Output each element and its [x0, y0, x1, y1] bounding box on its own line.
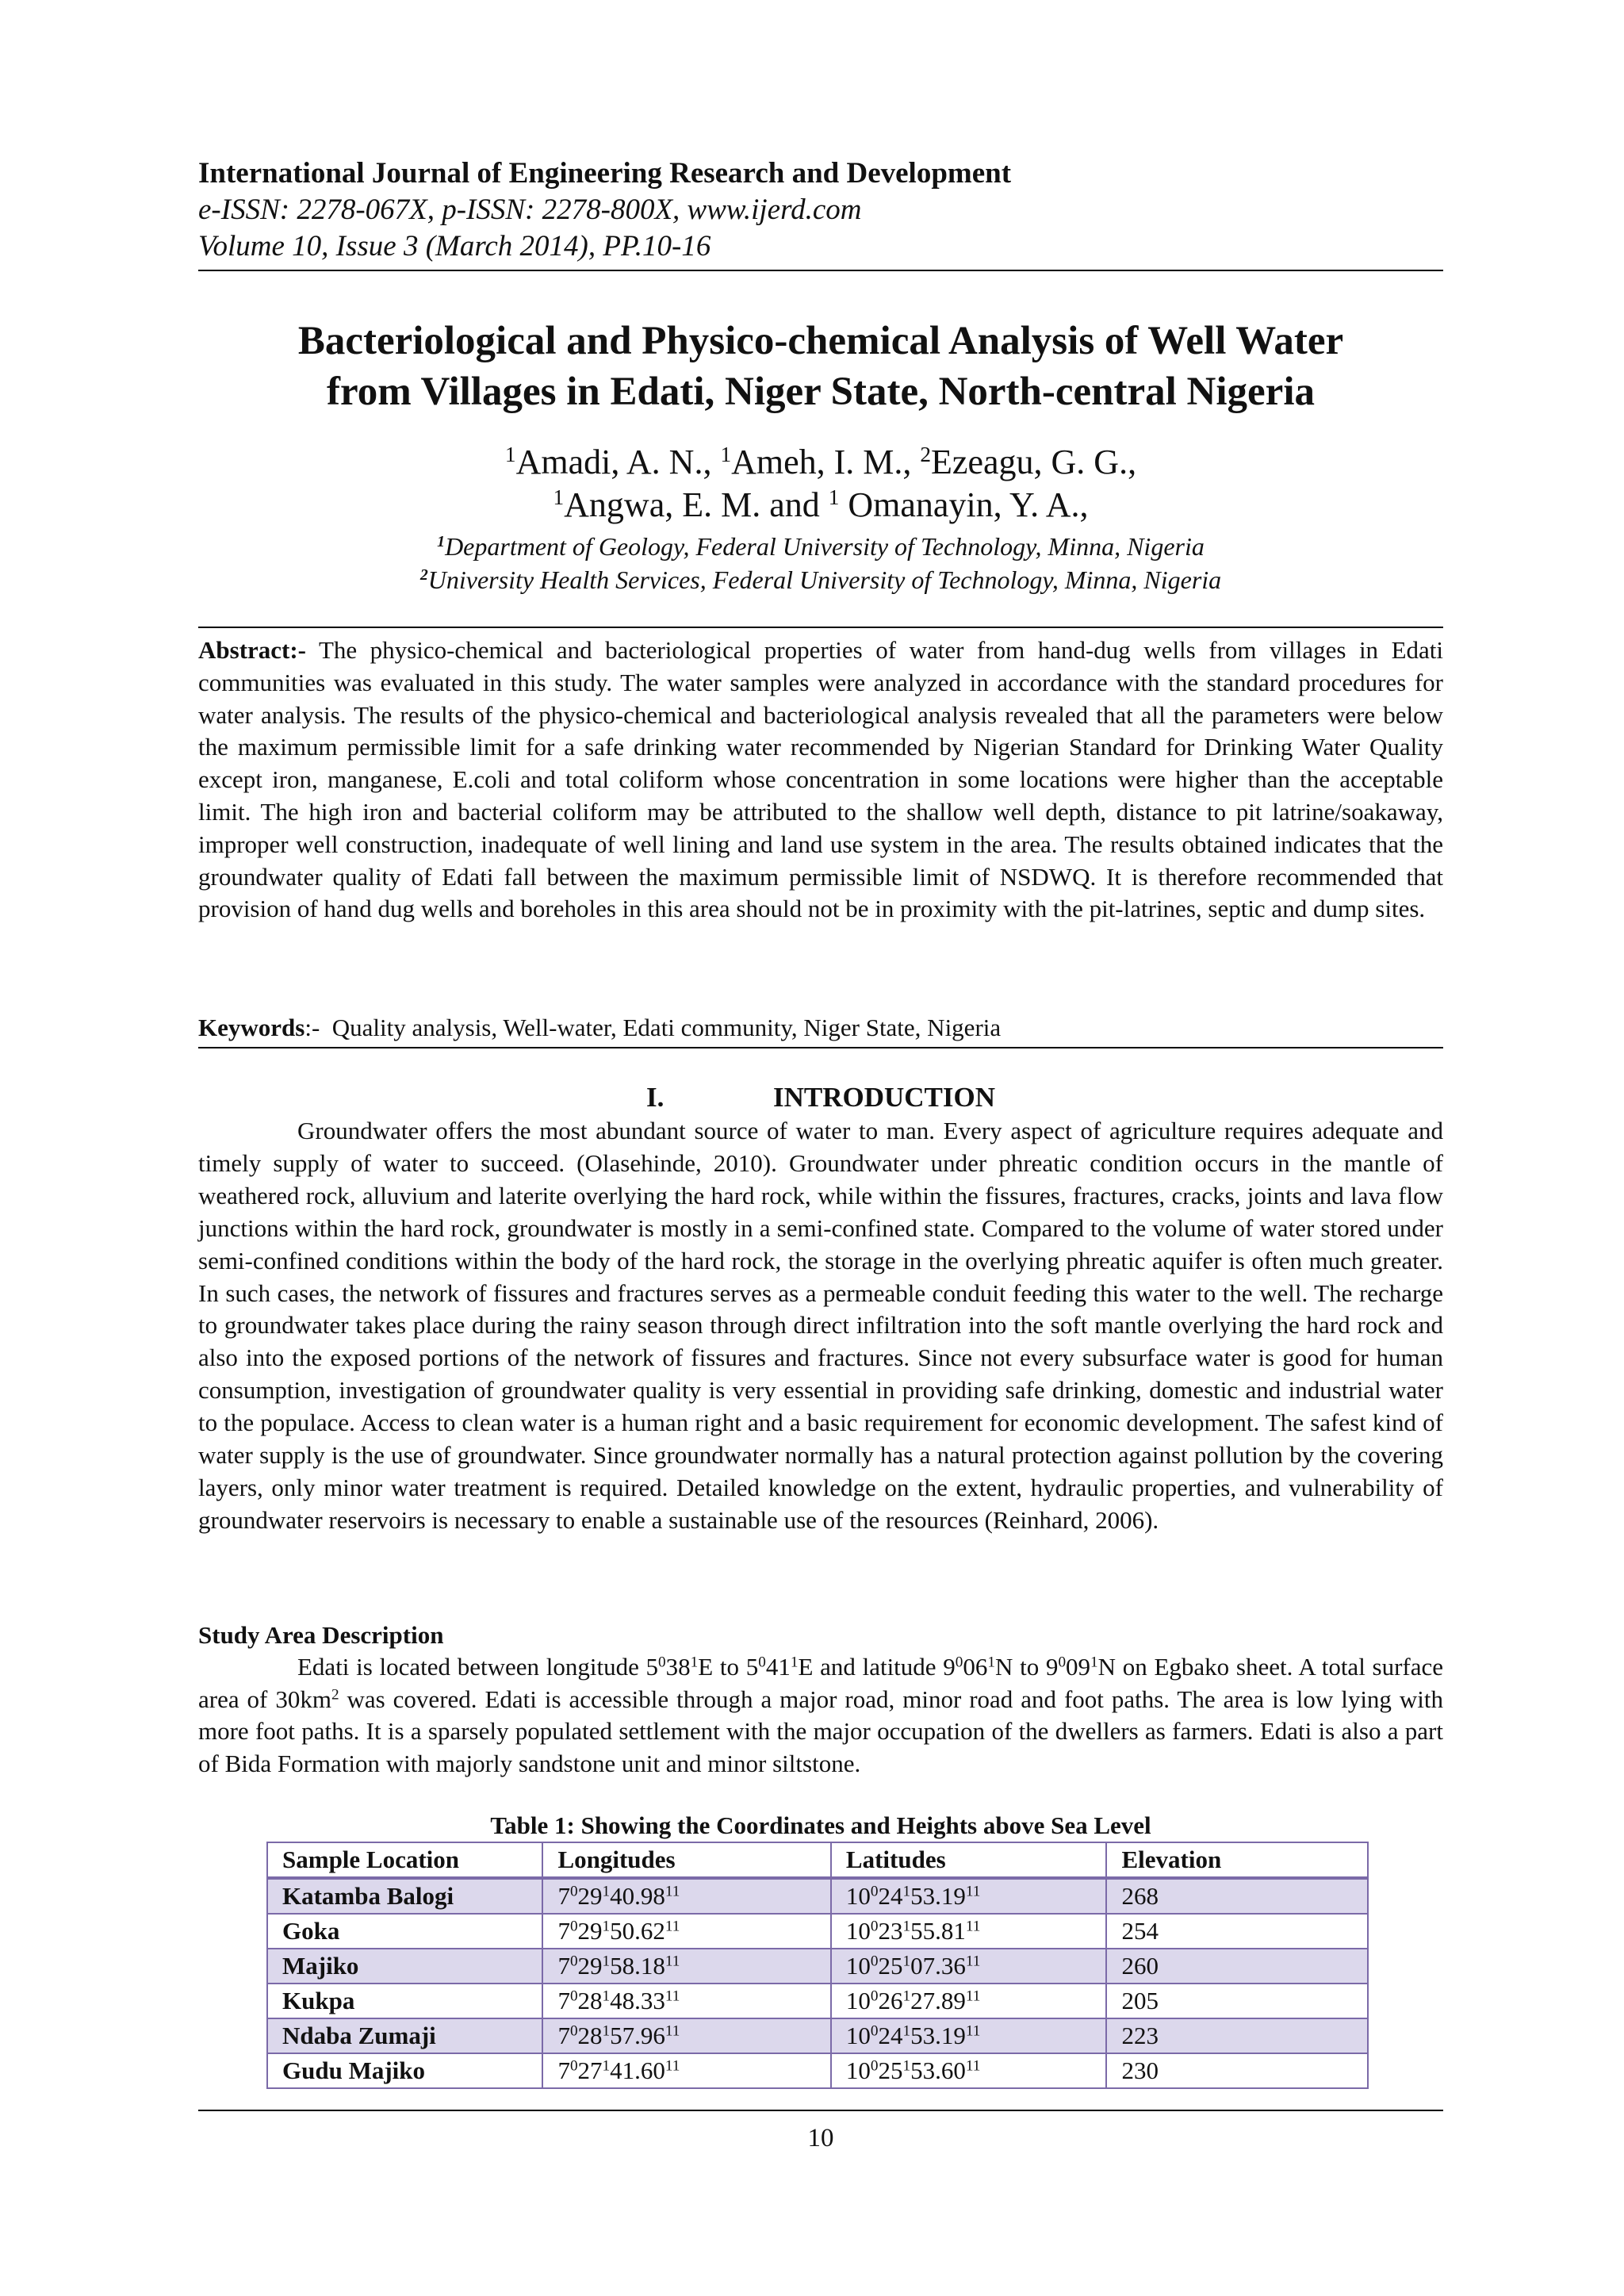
journal-volume: Volume 10, Issue 3 (March 2014), PP.10-16 [198, 230, 711, 263]
cell-longitude: $7^028^157.96^{11}$ [542, 2018, 830, 2053]
table-1-caption: Table 1: Showing the Coordinates and Heights above Sea Level [490, 1811, 1151, 1839]
study-area-heading: Study Area Description [198, 1621, 444, 1649]
cell-latitude: $10^026^127.89^{11}$ [831, 1984, 1107, 2018]
affiliations [198, 530, 1443, 596]
cell-location: Kukpa [267, 1984, 542, 2018]
paper-title [198, 316, 1443, 417]
author-list [198, 441, 1443, 527]
header-latitudes: Latitudes [831, 1842, 1107, 1878]
cell-location: Gudu Majiko [267, 2053, 542, 2088]
introduction-text: Groundwater offers the most abundant source of water to man. Every aspect of agriculture requires adequate and timely supply of water to succeed. (Olasehinde, 2010). Groundwater under phreatic condition occurs in the mantle of weathered rock, alluvium and laterite overlying the hard rock, while within the fissures, fractures, cracks, joints and lava flow junctions within the hard rock, groundwater is mostly in a semi-confined state. Compared to the volume of water stored under semi-confined conditions within the body of the hard rock, the storage in the overlying phreatic aquifer is often much greater. In such cases, the network of fissures and fractures serves as a permeable conduit feeding this water to the well. The recharge to groundwater takes place during the rainy season through direct infiltration into the soft mantle overlying the hard rock and also into the exposed portions of the network of fissures and fractures. Since not every subsurface water is good for human consumption, investigation of groundwater quality is very essential in providing safe drinking, domestic and industrial water to the populace. Access to clean water is a human right and a basic requirement for economic development. The safest kind of water supply is the use of groundwater. Since groundwater normally has a natural protection against pollution by the covering layers, only minor water treatment is required. Detailed knowledge on the extent, hydraulic properties, and vulnerability of groundwater reservoirs is necessary to enable a sustainable use of the resources (Reinhard, 2006). [198, 1117, 1443, 1534]
table-row [267, 1984, 1368, 2018]
cell-location: Majiko [267, 1949, 542, 1984]
cell-elevation: 260 [1106, 1949, 1368, 1984]
author-amadi: Amadi, A. N., [515, 443, 721, 481]
keywords-rule [198, 1047, 1443, 1048]
cell-latitude: $10^025^107.36^{11}$ [831, 1949, 1107, 1984]
author-omanayin: Omanayin, Y. A., [848, 485, 1089, 524]
journal-name: International Journal of Engineering Research and Development [198, 157, 1012, 190]
table-row [267, 1914, 1368, 1949]
cell-longitude: $7^028^148.33^{11}$ [542, 1984, 830, 2018]
cell-longitude: $7^027^141.60^{11}$ [542, 2053, 830, 2088]
title-line-1: Bacteriological and Physico-chemical Analysis of Well Water [297, 319, 1344, 363]
cell-elevation: 230 [1106, 2053, 1368, 2088]
study-area-text: Edati is located between longitude $5^038^1E$ to $5^041^1E$ and latitude $9^006^1N$ to $9^009^1N$ on Egbako sheet. A total surface area of $30km^2$ was covered. Edati is accessible through a major road, minor road and foot paths. The area is low lying with more foot paths. It is a sparsely populated settlement with the major occupation of the dwellers as farmers. Edati is also a part of Bida Formation with majorly sandstone unit and minor siltstone. [198, 1653, 1444, 1777]
affiliation-2: $^2$University Health Services, Federal University of Technology, Minna, Nigeria [419, 565, 1222, 594]
cell-location: Ndaba Zumaji [267, 2018, 542, 2053]
table-row [267, 1949, 1368, 1984]
journal-issn: e-ISSN: 2278-067X, p-ISSN: 2278-800X, www.ijerd.com [198, 194, 862, 226]
cell-location: Goka [267, 1914, 542, 1949]
header-longitudes: Longitudes [542, 1842, 830, 1878]
author-angwa: Angwa, E. M. and [564, 485, 829, 524]
footer-rule [198, 2110, 1443, 2111]
author-ameh: Ameh, I. M., [731, 443, 921, 481]
table-header-row [267, 1842, 1368, 1878]
abstract-label: Abstract:- [198, 636, 307, 664]
cell-longitude: $7^029^140.98^{11}$ [542, 1878, 830, 1914]
cell-latitude: $10^024^153.19^{11}$ [831, 1878, 1107, 1914]
header-rule [198, 270, 1443, 271]
abstract [198, 634, 1443, 926]
table-row [267, 2053, 1368, 2088]
affiliation-1: $^1$Department of Geology, Federal University of Technology, Minna, Nigeria [437, 532, 1205, 561]
title-line-2: from Villages in Edati, Niger State, North-central Nigeria [327, 370, 1315, 414]
table-row [267, 2018, 1368, 2053]
cell-elevation: 268 [1106, 1878, 1368, 1914]
header-elevation: Elevation [1106, 1842, 1368, 1878]
author-ezeagu: Ezeagu, G. G., [931, 443, 1137, 481]
coordinates-table [266, 1842, 1369, 2089]
affil-mark: 2 [920, 443, 932, 466]
abstract-top-rule [198, 627, 1443, 628]
affil-mark: 1 [828, 485, 840, 509]
page-number: 10 [807, 2124, 834, 2152]
cell-longitude: $7^029^150.62^{11}$ [542, 1914, 830, 1949]
header-sample-location: Sample Location [267, 1842, 542, 1878]
cell-elevation: 254 [1106, 1914, 1368, 1949]
cell-latitude: $10^025^153.60^{11}$ [831, 2053, 1107, 2088]
authors-line-2 [198, 484, 1443, 527]
affil-mark: 1 [553, 485, 565, 509]
abstract-text: The physico-chemical and bacteriological properties of water from hand-dug wells from villages in Edati communities was evaluated in this study. The water samples were analyzed in accordance with the standard procedures for water analysis. The results of the physico-chemical and bacteriological analysis revealed that all the parameters were below the maximum permissible limit for a safe drinking water recommended by Nigerian Standard for Drinking Water Quality except iron, manganese, E.coli and total coliform whose concentration in some locations were higher than the acceptable limit. The high iron and bacterial coliform may be attributed to the shallow well depth, distance to pit latrine/soakaway, improper well construction, inadequate of well lining and land use system in the area. The results obtained indicates that the groundwater quality of Edati fall between the maximum permissible limit of NSDWQ. It is therefore recommended that provision of hand dug wells and boreholes in this area should not be in proximity with the pit-latrines, septic and dump sites. [198, 636, 1443, 923]
cell-elevation: 205 [1106, 1984, 1368, 2018]
journal-header [198, 155, 1011, 265]
table-row [267, 1878, 1368, 1914]
cell-location: Katamba Balogi [267, 1878, 542, 1914]
keywords: Keywords:- Quality analysis, Well-water, Edati community, Niger State, Nigeria [198, 1014, 1002, 1041]
cell-elevation: 223 [1106, 2018, 1368, 2053]
cell-longitude: $7^029^158.18^{11}$ [542, 1949, 830, 1984]
authors-line-1 [198, 441, 1443, 484]
cell-latitude: $10^023^155.81^{11}$ [831, 1914, 1107, 1949]
affil-mark: 1 [504, 443, 516, 466]
affil-mark: 1 [720, 443, 732, 466]
section-heading-introduction: I. INTRODUCTION [645, 1082, 996, 1113]
cell-latitude: $10^024^153.19^{11}$ [831, 2018, 1107, 2053]
keywords-text: Quality analysis, Well-water, Edati community, Niger State, Nigeria [331, 1014, 1002, 1041]
keywords-label: Keywords [198, 1014, 305, 1041]
